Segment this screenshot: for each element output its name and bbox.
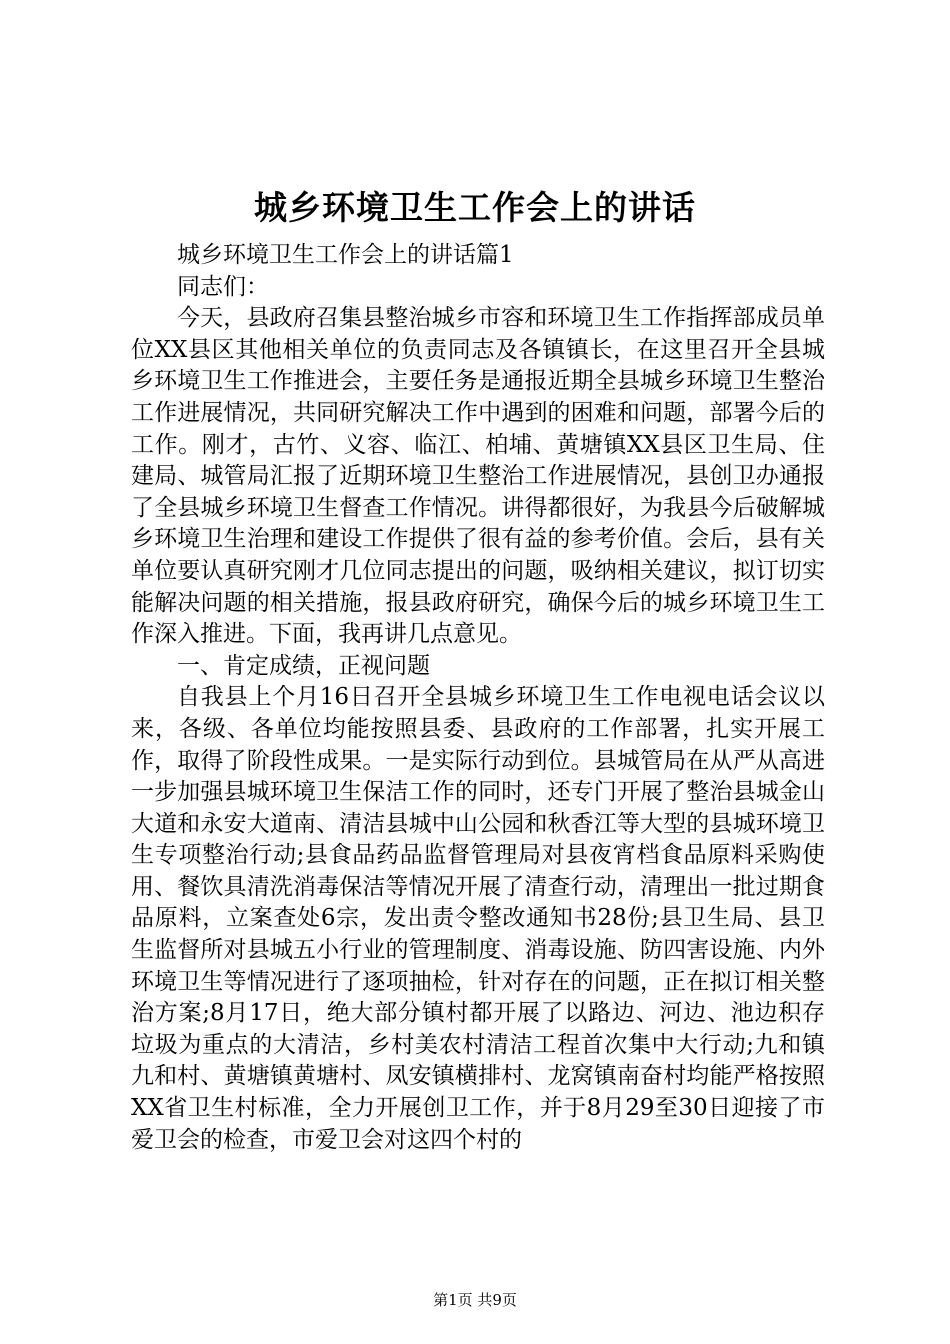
page-footer: 第1页 共9页	[433, 1291, 517, 1309]
section-heading: 一、肯定成绩，正视问题	[177, 652, 430, 679]
document-body	[131, 240, 825, 1156]
body-paragraph: 今天，县政府召集县整治城乡市容和环境卫生工作指挥部成员单位XX县区其他相关单位的负责同志及各镇镇长，在这里召开全县城乡环境卫生工作推进会，主要任务是通报近期全县城乡环境卫生整治工作进展情况，共同研究解决工作中遇到的困难和问题，部署今后的工作。刚才，古竹、义容、临江、柏埔、黄塘镇XX县区卫生局、住建局、城管局汇报了近期环境卫生整治工作进展情况，县创卫办通报了全县城乡环境卫生督查工作情况。讲得都很好，为我县今后破解城乡环境卫生治理和建设工作提供了很有益的参考价值。会后，县有关单位要认真研究刚才几位同志提出的问题，吸纳相关建议，拟订切实能解决问题的相关措施，报县政府研究，确保今后的城乡环境卫生工作深入推进。下面，我再讲几点意见。	[131, 305, 825, 648]
section-heading: 城乡环境卫生工作会上的讲话篇1	[177, 242, 514, 268]
salutation: 同志们：	[177, 273, 269, 300]
body-paragraph: 自我县上个月16日召开全县城乡环境卫生工作电视电话会议以来，各级、各单位均能按照县委、县政府的工作部署，扎实开展工作，取得了阶段性成果。一是实际行动到位。县城管局在从严从高进一步加强县城环境卫生保洁工作的同时，还专门开展了整治县城金山大道和永安大道南、清洁县城中山公园和秋香江等大型的县城环境卫生专项整治行动;县食品药品监督管理局对县夜宵档食品原料采购使用、餐饮具清洗消毒保洁等情况开展了清查行动，清理出一批过期食品原料，立案查处6宗，发出责令整改通知书28份;县卫生局、县卫生监督所对县城五小行业的管理制度、消毒设施、防四害设施、内外环境卫生等情况进行了逐项抽检，针对存在的问题，正在拟订相关整治方案;8月17日，绝大部分镇村都开展了以路边、河边、池边积存垃圾为重点的大清洁，乡村美农村清洁工程首次集中大行动;九和镇九和村、黄塘镇黄塘村、凤安镇横排村、龙窝镇南奋村均能严格按照XX省卫生村标准，全力开展创卫工作，并于8月29至30日迎接了市爱卫会的检查，市爱卫会对这四个村的	[131, 684, 825, 1153]
document-title: 城乡环境卫生工作会上的讲话	[254, 188, 696, 227]
